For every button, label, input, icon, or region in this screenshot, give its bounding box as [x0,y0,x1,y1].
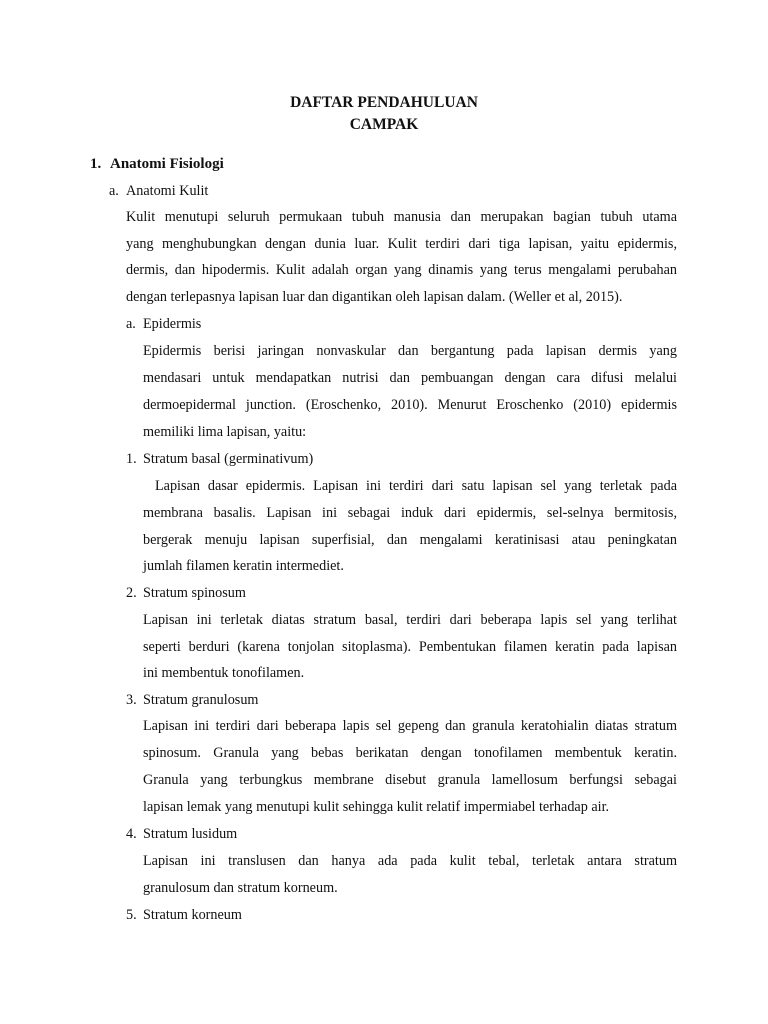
paragraph-line: granulosum dan stratum korneum. [143,880,338,896]
paragraph-line: dermoepidermal junction. (Eroschenko, 2010). Menurut Eroschenko (2010) epidermis [143,397,677,413]
paragraph-line: seperti berduri (karena tonjolan sitoplasma). Pembentukan filamen keratin pada lapisan [143,639,677,655]
list-heading: Stratum basal (germinativum) [143,451,314,467]
list-number: 4. [126,826,137,842]
paragraph-line: Kulit menutupi seluruh permukaan tubuh manusia dan merupakan bagian tubuh utama [126,209,677,225]
document-title [0,92,768,136]
section-number: 1. [90,156,102,172]
paragraph-line: memiliki lima lapisan, yaitu: [143,424,307,440]
paragraph-line: Lapisan ini translusen dan hanya ada pada kulit tebal, terletak antara stratum [143,853,677,869]
paragraph-line: dermis, dan hipodermis. Kulit adalah organ yang dinamis yang terus mengalami perubahan [126,262,677,278]
section-heading: Anatomi Fisiologi [110,156,224,172]
paragraph-line: dengan terlepasnya lapisan luar dan digantikan oleh lapisan dalam. (Weller et al, 2015). [126,289,623,305]
subsection-heading: Anatomi Kulit [126,183,209,199]
paragraph-line: spinosum. Granula yang bebas berikatan dengan tonofilamen membentuk keratin. [143,745,677,761]
list-heading: Stratum spinosum [143,585,246,601]
list-number: 1. [126,451,137,467]
paragraph-line: membrana basalis. Lapisan ini sebagai induk dari epidermis, sel-selnya bermitosis, [143,505,677,521]
paragraph-line: Lapisan ini terdiri dari beberapa lapis sel gepeng dan granula keratohialin diatas stratum [143,718,677,734]
paragraph-line: lapisan lemak yang menutupi kulit sehingga kulit relatif impermiabel terhadap air. [143,799,610,815]
paragraph-line: yang menghubungkan dengan dunia luar. Kulit terdiri dari tiga lapisan, yaitu epidermis, [126,236,677,252]
paragraph-line: Epidermis berisi jaringan nonvaskular dan bergantung pada lapisan dermis yang [143,343,677,359]
list-number: 2. [126,585,137,601]
subsection-heading: Epidermis [143,316,202,332]
list-heading: Stratum lusidum [143,826,238,842]
paragraph-line: mendasari untuk mendapatkan nutrisi dan pembuangan dengan cara difusi melalui [143,370,677,386]
title-line-1: DAFTAR PENDAHULUAN [290,94,478,111]
paragraph-line: Granula yang terbungkus membrane disebut granula lamellosum berfungsi sebagai [143,772,677,788]
paragraph-line: ini membentuk tonofilamen. [143,665,305,681]
list-number: 5. [126,907,137,923]
paragraph-line: Lapisan dasar epidermis. Lapisan ini terdiri dari satu lapisan sel yang terletak pada [155,478,677,494]
list-number: 3. [126,692,137,708]
list-heading: Stratum korneum [143,907,242,923]
title-line-2: CAMPAK [349,116,419,133]
paragraph-line: jumlah filamen keratin intermediet. [143,558,344,574]
list-heading: Stratum granulosum [143,692,259,708]
paragraph-line: bergerak menuju lapisan superfisial, dan mengalami keratinisasi atau peningkatan [143,532,677,548]
subsection-marker: a. [126,316,136,332]
subsection-marker: a. [109,183,119,199]
paragraph-line: Lapisan ini terletak diatas stratum basal, terdiri dari beberapa lapis sel yang terlihat [143,612,677,628]
